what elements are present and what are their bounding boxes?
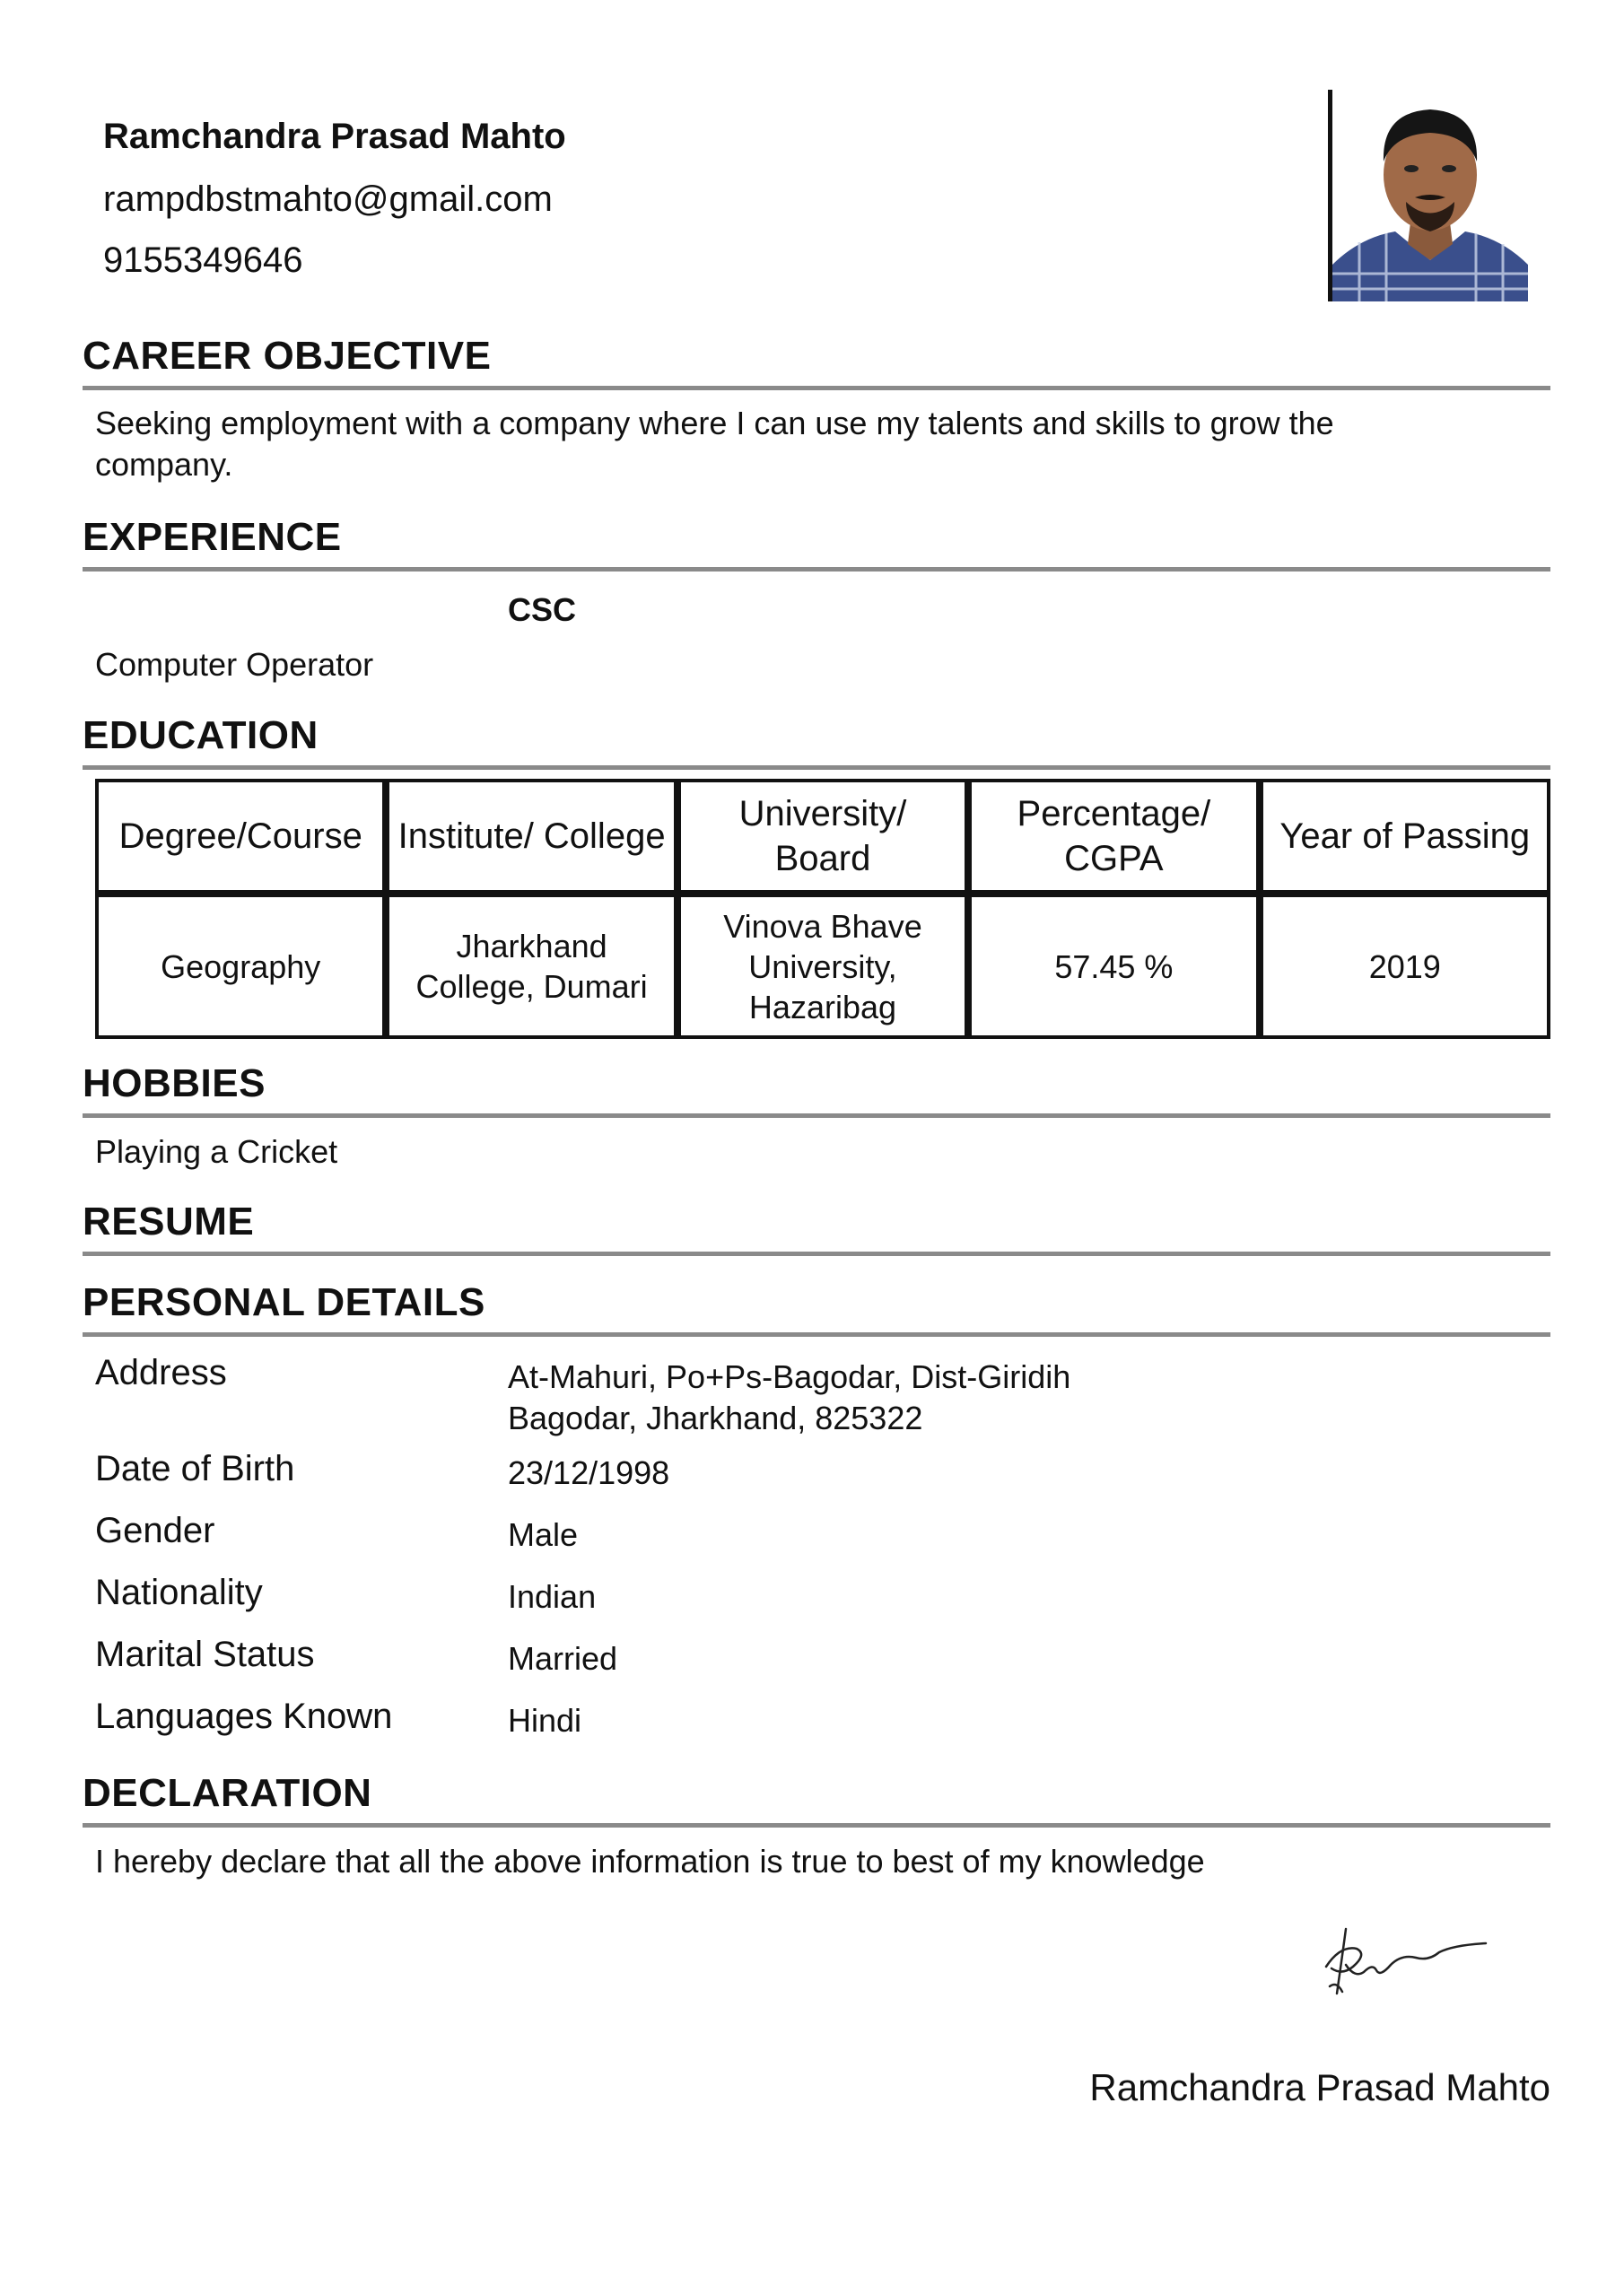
dob-value: 23/12/1998	[508, 1454, 670, 1491]
education-header-cell: Degree/Course	[95, 779, 386, 894]
section-divider	[83, 1823, 1550, 1828]
address-label: Address	[95, 1353, 227, 1392]
phone: 9155349646	[103, 240, 303, 280]
section-title-declaration: DECLARATION	[83, 1771, 372, 1815]
section-divider	[83, 1252, 1550, 1256]
education-header-cell: Institute/ College	[386, 779, 677, 894]
education-cell-degree: Geography	[95, 894, 386, 1039]
section-divider	[83, 765, 1550, 770]
section-divider	[83, 567, 1550, 572]
signature-icon	[1310, 1911, 1489, 2010]
dob-label: Date of Birth	[95, 1449, 295, 1488]
address-line-1: At-Mahuri, Po+Ps-Bagodar, Dist-Giridih	[508, 1358, 1071, 1395]
career-objective-line-2: company.	[95, 446, 233, 483]
education-cell-year: 2019	[1260, 894, 1550, 1039]
declaration-text: I hereby declare that all the above information is true to best of my knowledge	[95, 1843, 1205, 1880]
address-line-2: Bagodar, Jharkhand, 825322	[508, 1400, 923, 1436]
marital-status-label: Marital Status	[95, 1635, 315, 1674]
education-table	[95, 779, 1550, 1039]
education-cell-percentage: 57.45 %	[968, 894, 1259, 1039]
signature-name: Ramchandra Prasad Mahto	[1089, 2066, 1550, 2108]
gender-label: Gender	[95, 1511, 215, 1550]
education-header-cell: Year of Passing	[1260, 779, 1550, 894]
experience-company: CSC	[508, 591, 577, 628]
candidate-name: Ramchandra Prasad Mahto	[103, 117, 566, 156]
section-title-career-objective: CAREER OBJECTIVE	[83, 334, 492, 378]
career-objective-line-1: Seeking employment with a company where I can use my talents and skills to grow the	[95, 405, 1334, 441]
education-table-header	[95, 779, 1550, 894]
profile-photo	[1328, 90, 1528, 301]
section-divider	[83, 386, 1550, 390]
gender-value: Male	[508, 1516, 579, 1553]
table-row	[95, 894, 1550, 1039]
education-header-cell: University/ Board	[677, 779, 968, 894]
section-title-hobbies: HOBBIES	[83, 1061, 266, 1105]
hobbies-text: Playing a Cricket	[95, 1133, 338, 1170]
nationality-label: Nationality	[95, 1573, 263, 1612]
section-title-education: EDUCATION	[83, 713, 319, 757]
education-header-cell: Percentage/ CGPA	[968, 779, 1259, 894]
marital-status-value: Married	[508, 1640, 618, 1677]
section-title-resume: RESUME	[83, 1200, 255, 1243]
languages-value: Hindi	[508, 1702, 582, 1739]
email: rampdbstmahto@gmail.com	[103, 179, 553, 219]
section-divider	[83, 1113, 1550, 1118]
education-cell-institute: Jharkhand College, Dumari	[386, 894, 677, 1039]
section-divider	[83, 1332, 1550, 1337]
education-cell-university: Vinova Bhave University, Hazaribag	[677, 894, 968, 1039]
experience-role: Computer Operator	[95, 646, 374, 683]
section-title-personal-details: PERSONAL DETAILS	[83, 1280, 485, 1324]
section-title-experience: EXPERIENCE	[83, 515, 342, 559]
nationality-value: Indian	[508, 1578, 597, 1615]
languages-label: Languages Known	[95, 1697, 393, 1736]
